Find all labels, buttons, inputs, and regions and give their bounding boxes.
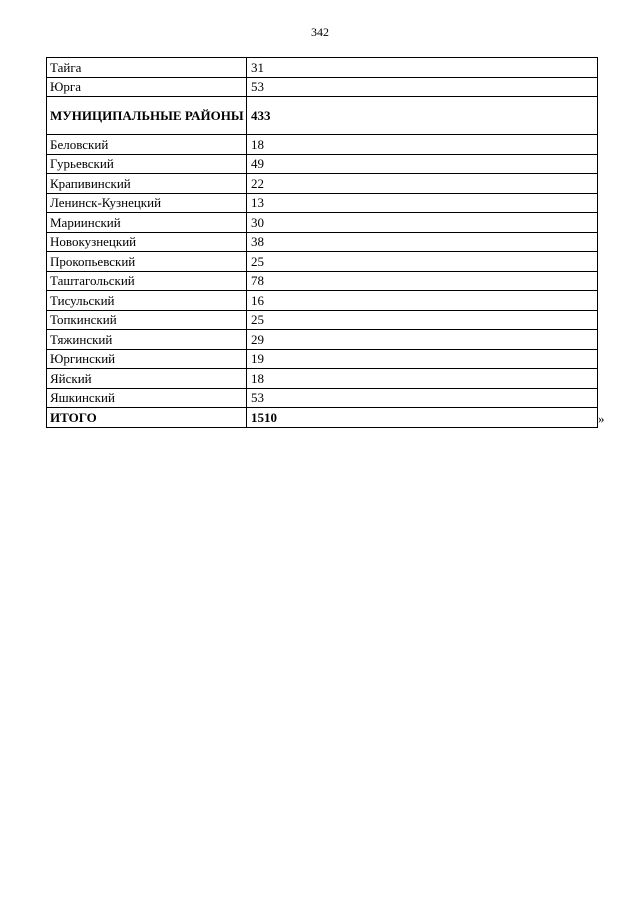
row-name: Крапивинский [47, 174, 247, 194]
row-value: 1510 [247, 408, 598, 428]
row-value: 16 [247, 291, 598, 311]
table-row-yurginsky [47, 349, 598, 369]
table-row-taiga [47, 58, 598, 78]
row-value: 49 [247, 154, 598, 174]
table-row-yurga [47, 77, 598, 97]
table-row-topkinsky [47, 310, 598, 330]
row-name: Топкинский [47, 310, 247, 330]
row-value: 433 [247, 97, 598, 135]
row-name: Таштагольский [47, 271, 247, 291]
row-value: 19 [247, 349, 598, 369]
row-name: МУНИЦИПАЛЬНЫЕ РАЙОНЫ [47, 97, 247, 135]
row-value: 29 [247, 330, 598, 350]
row-name: ИТОГО [47, 408, 247, 428]
row-name: Юрга [47, 77, 247, 97]
row-value: 38 [247, 232, 598, 252]
row-name: Беловский [47, 135, 247, 155]
table-row-tyazhinsky [47, 330, 598, 350]
row-name: Яйский [47, 369, 247, 389]
table-row-yaysky [47, 369, 598, 389]
row-name: Тяжинский [47, 330, 247, 350]
row-value: 13 [247, 193, 598, 213]
table-row-novokuznetsky [47, 232, 598, 252]
table-row-leninsk-kuznetsky [47, 193, 598, 213]
table-row-belovsky [47, 135, 598, 155]
table-row-tisulsky [47, 291, 598, 311]
table-row-krapivinsky [47, 174, 598, 194]
table-row-prokopyevsky [47, 252, 598, 272]
row-value: 18 [247, 135, 598, 155]
row-value: 18 [247, 369, 598, 389]
row-value: 78 [247, 271, 598, 291]
row-name: Ленинск-Кузнецкий [47, 193, 247, 213]
table-row-total [47, 408, 598, 428]
table-row-guryevsky [47, 154, 598, 174]
closing-quote: » [598, 411, 605, 426]
row-name: Прокопьевский [47, 252, 247, 272]
page-number: 342 [311, 25, 329, 39]
row-value: 53 [247, 388, 598, 408]
row-value: 31 [247, 58, 598, 78]
row-name: Мариинский [47, 213, 247, 233]
row-value: 53 [247, 77, 598, 97]
row-name: Яшкинский [47, 388, 247, 408]
row-name: Новокузнецкий [47, 232, 247, 252]
table-row-tashtagolsky [47, 271, 598, 291]
row-name: Тисульский [47, 291, 247, 311]
row-value: 22 [247, 174, 598, 194]
row-value: 25 [247, 252, 598, 272]
table-row-municipal-districts [47, 97, 598, 135]
row-value: 25 [247, 310, 598, 330]
row-name: Тайга [47, 58, 247, 78]
data-table [46, 57, 598, 428]
row-name: Юргинский [47, 349, 247, 369]
row-name: Гурьевский [47, 154, 247, 174]
table-row-mariinsky [47, 213, 598, 233]
table-row-yashkinsky [47, 388, 598, 408]
row-value: 30 [247, 213, 598, 233]
